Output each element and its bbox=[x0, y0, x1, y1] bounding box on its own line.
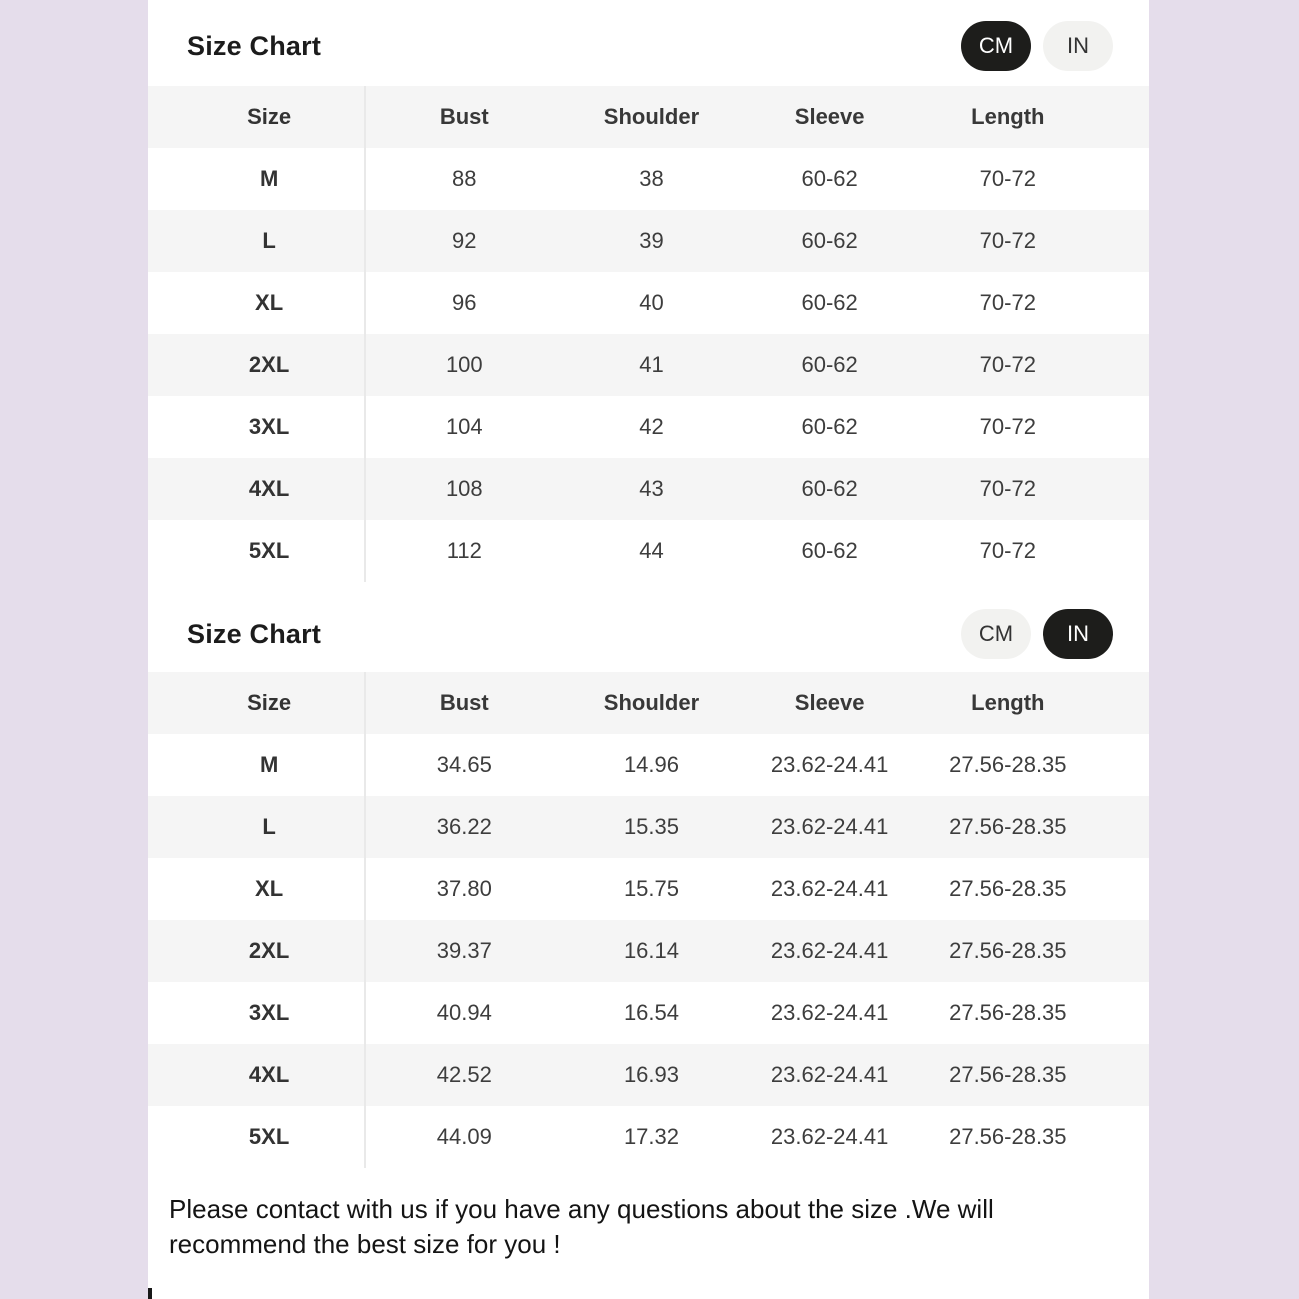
measurement-cell: 70-72 bbox=[979, 166, 1036, 191]
size-label-cell: 3XL bbox=[148, 396, 365, 458]
measurement-cell: 36.22 bbox=[365, 796, 562, 858]
measurement-cell: 104 bbox=[445, 414, 483, 439]
header-spacer bbox=[1097, 86, 1149, 148]
measurement-cell: 23.62-24.41 bbox=[741, 796, 919, 858]
measurement-cell: 27.56-28.35 bbox=[949, 1124, 1067, 1149]
size-chart-section-cm bbox=[148, 0, 1149, 582]
table-row bbox=[148, 148, 1149, 210]
size-label-cell: 5XL bbox=[148, 520, 365, 582]
column-header-length: Length bbox=[919, 672, 1097, 734]
measurement-cell: 96 bbox=[452, 290, 477, 315]
measurement-cell: 23.62-24.41 bbox=[770, 1000, 889, 1025]
measurement-cell: 60-62 bbox=[801, 290, 858, 315]
row-spacer bbox=[1097, 210, 1149, 272]
measurement-cell: 112 bbox=[446, 538, 482, 563]
size-chart-section-in bbox=[148, 582, 1149, 1168]
measurement-cell: 70-72 bbox=[979, 414, 1036, 439]
table-row bbox=[148, 520, 1149, 582]
column-header-sleeve: Sleeve bbox=[741, 86, 919, 148]
row-spacer bbox=[1097, 1044, 1149, 1106]
column-header-length: Length bbox=[919, 86, 1097, 148]
measurement-cell: 16.54 bbox=[623, 1000, 679, 1025]
size-label-cell: XL bbox=[148, 272, 365, 334]
row-spacer bbox=[1097, 148, 1149, 210]
measurement-cell: 23.62-24.41 bbox=[770, 876, 889, 901]
measurement-cell: 108 bbox=[365, 458, 562, 520]
in-toggle-button[interactable]: IN bbox=[1043, 609, 1113, 659]
table-row bbox=[148, 334, 1149, 396]
measurement-cell: 16.93 bbox=[562, 1044, 740, 1106]
section-header bbox=[148, 582, 1149, 672]
page-title: Size Chart bbox=[187, 30, 322, 61]
page-title: Size Chart bbox=[187, 618, 322, 649]
table-row bbox=[148, 458, 1149, 520]
in-toggle-button[interactable]: IN bbox=[1043, 21, 1113, 71]
row-spacer bbox=[1097, 982, 1149, 1044]
measurement-cell: 34.65 bbox=[436, 752, 492, 777]
measurement-cell: 44 bbox=[639, 538, 664, 563]
column-header-sleeve: Sleeve bbox=[741, 672, 919, 734]
measurement-cell: 60-62 bbox=[801, 414, 858, 439]
measurement-cell: 38 bbox=[639, 166, 664, 191]
measurement-cell: 88 bbox=[452, 166, 477, 191]
row-spacer bbox=[1097, 272, 1149, 334]
row-spacer bbox=[1097, 858, 1149, 920]
measurement-cell: 40 bbox=[639, 290, 664, 315]
table-row bbox=[148, 920, 1149, 982]
measurement-cell: 17.32 bbox=[623, 1124, 679, 1149]
row-spacer bbox=[1097, 920, 1149, 982]
header-spacer bbox=[1097, 672, 1149, 734]
measurement-cell: 70-72 bbox=[919, 458, 1097, 520]
section-header bbox=[148, 0, 1149, 86]
column-header-bust: Bust bbox=[365, 672, 562, 734]
measurement-cell: 70-72 bbox=[979, 290, 1036, 315]
measurement-cell: 92 bbox=[365, 210, 562, 272]
measurement-cell: 39 bbox=[562, 210, 740, 272]
table-row bbox=[148, 1044, 1149, 1106]
cm-toggle-button[interactable]: CM bbox=[961, 21, 1031, 71]
size-label-cell: 2XL bbox=[148, 920, 365, 982]
size-table-in bbox=[148, 672, 1149, 1168]
size-table-cm bbox=[148, 86, 1149, 582]
row-spacer bbox=[1097, 796, 1149, 858]
table-row bbox=[148, 210, 1149, 272]
measurement-cell: 15.35 bbox=[562, 796, 740, 858]
size-label-cell: M bbox=[148, 148, 365, 210]
table-row bbox=[148, 796, 1149, 858]
measurement-cell: 60-62 bbox=[741, 210, 919, 272]
measurement-cell: 40.94 bbox=[436, 1000, 492, 1025]
measurement-cell: 60-62 bbox=[801, 538, 858, 563]
unit-toggle-group bbox=[961, 609, 1113, 659]
measurement-cell: 100 bbox=[365, 334, 562, 396]
measurement-cell: 60-62 bbox=[741, 458, 919, 520]
size-label-cell: XL bbox=[148, 858, 365, 920]
measurement-cell: 27.56-28.35 bbox=[949, 876, 1067, 901]
size-label-cell: 4XL bbox=[148, 458, 365, 520]
table-row bbox=[148, 734, 1149, 796]
column-header-shoulder: Shoulder bbox=[562, 672, 740, 734]
row-spacer bbox=[1097, 334, 1149, 396]
row-spacer bbox=[1097, 396, 1149, 458]
table-row bbox=[148, 858, 1149, 920]
measurement-cell: 27.56-28.35 bbox=[949, 752, 1067, 777]
measurement-cell: 37.80 bbox=[436, 876, 492, 901]
row-spacer bbox=[1097, 458, 1149, 520]
measurement-cell: 27.56-28.35 bbox=[949, 1000, 1067, 1025]
bottom-edge-artifact bbox=[148, 1288, 152, 1299]
measurement-cell: 14.96 bbox=[623, 752, 679, 777]
measurement-cell: 23.62-24.41 bbox=[770, 1124, 889, 1149]
table-row bbox=[148, 396, 1149, 458]
measurement-cell: 42 bbox=[639, 414, 664, 439]
measurement-cell: 39.37 bbox=[365, 920, 562, 982]
table-header-row bbox=[148, 672, 1149, 734]
size-note-text: Please contact with us if you have any questions about the size .We will recommend the best size for you ! bbox=[169, 1194, 994, 1259]
cm-toggle-button[interactable]: CM bbox=[961, 609, 1031, 659]
column-header-bust: Bust bbox=[365, 86, 562, 148]
size-label-cell: L bbox=[148, 210, 365, 272]
measurement-cell: 70-72 bbox=[919, 210, 1097, 272]
size-label-cell: 4XL bbox=[148, 1044, 365, 1106]
measurement-cell: 27.56-28.35 bbox=[919, 1044, 1097, 1106]
size-label-cell: 2XL bbox=[148, 334, 365, 396]
measurement-cell: 60-62 bbox=[741, 334, 919, 396]
measurement-cell: 23.62-24.41 bbox=[770, 752, 889, 777]
measurement-cell: 23.62-24.41 bbox=[741, 920, 919, 982]
measurement-cell: 23.62-24.41 bbox=[741, 1044, 919, 1106]
row-spacer bbox=[1097, 1106, 1149, 1168]
table-row bbox=[148, 982, 1149, 1044]
unit-toggle-group bbox=[961, 21, 1113, 71]
size-chart-panel bbox=[148, 0, 1149, 1299]
column-header-shoulder: Shoulder bbox=[562, 86, 740, 148]
size-label-cell: M bbox=[148, 734, 365, 796]
column-header-size: Size bbox=[148, 672, 365, 734]
measurement-cell: 27.56-28.35 bbox=[919, 796, 1097, 858]
table-row bbox=[148, 272, 1149, 334]
table-header-row bbox=[148, 86, 1149, 148]
measurement-cell: 44.09 bbox=[436, 1124, 492, 1149]
size-label-cell: 5XL bbox=[148, 1106, 365, 1168]
measurement-cell: 27.56-28.35 bbox=[919, 920, 1097, 982]
measurement-cell: 16.14 bbox=[562, 920, 740, 982]
measurement-cell: 41 bbox=[562, 334, 740, 396]
row-spacer bbox=[1097, 734, 1149, 796]
size-label-cell: L bbox=[148, 796, 365, 858]
row-spacer bbox=[1097, 520, 1149, 582]
measurement-cell: 70-72 bbox=[919, 334, 1097, 396]
measurement-cell: 70-72 bbox=[979, 538, 1036, 563]
column-header-size: Size bbox=[148, 86, 365, 148]
table-row bbox=[148, 1106, 1149, 1168]
measurement-cell: 43 bbox=[562, 458, 740, 520]
measurement-cell: 15.75 bbox=[623, 876, 679, 901]
measurement-cell: 42.52 bbox=[365, 1044, 562, 1106]
size-label-cell: 3XL bbox=[148, 982, 365, 1044]
measurement-cell: 60-62 bbox=[801, 166, 858, 191]
